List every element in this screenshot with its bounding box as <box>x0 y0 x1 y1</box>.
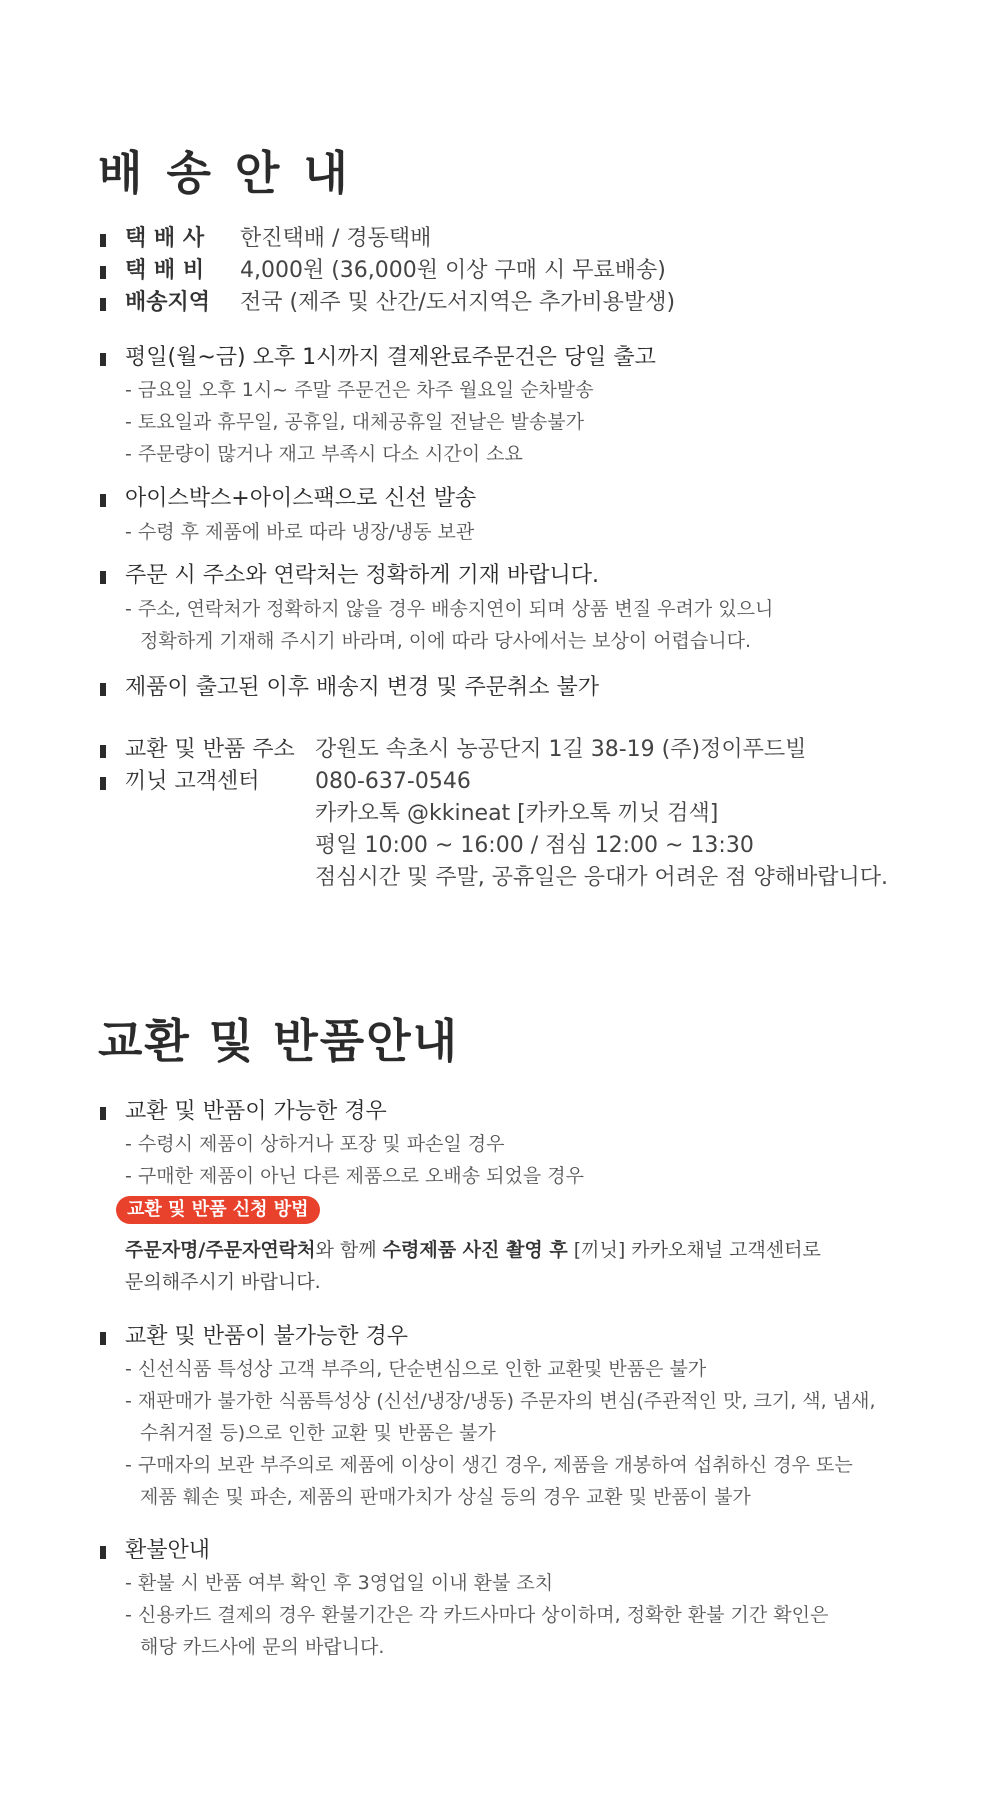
shipping-company-label: 택 배 사 <box>125 226 205 251</box>
notice-sub: - 주문량이 많거나 재고 부족시 다소 시간이 소요 <box>125 443 523 465</box>
refund-head: 환불안내 <box>125 1538 211 1563</box>
bullet-icon <box>100 1546 106 1559</box>
refund-sub: - 신용카드 결제의 경우 환불기간은 각 카드사마다 상이하며, 정확한 환불 기간 확인은 <box>125 1604 829 1626</box>
bullet-icon <box>100 777 106 790</box>
customer-center-note: 점심시간 및 주말, 공휴일은 응대가 어려운 점 양해바랍니다. <box>315 865 888 890</box>
exchange-impossible-sub-continued: 수취거절 등)으로 인한 교환 및 반품은 불가 <box>140 1422 496 1444</box>
exchange-method-bold-2: 수령제품 사진 촬영 후 <box>382 1239 568 1261</box>
exchange-method-text-2: [끼닛] 카카오채널 고객센터로 <box>567 1239 821 1261</box>
bullet-icon <box>100 494 106 507</box>
return-address-label: 교환 및 반품 주소 <box>125 737 295 762</box>
notice-sub-continued: 정확하게 기재해 주시기 바라며, 이에 따라 당사에서는 보상이 어렵습니다. <box>140 630 752 652</box>
exchange-impossible-sub: - 신선식품 특성상 고객 부주의, 단순변심으로 인한 교환및 반품은 불가 <box>125 1358 707 1380</box>
exchange-method-text <box>125 1241 821 1260</box>
notice-head: 주문 시 주소와 연락처는 정확하게 기재 바랍니다. <box>125 563 599 588</box>
bullet-icon <box>100 745 106 758</box>
customer-center-phone: 080-637-0546 <box>315 769 471 794</box>
exchange-impossible-head: 교환 및 반품이 불가능한 경우 <box>125 1324 408 1349</box>
customer-center-kakao: 카카오톡 @kkineat [카카오톡 끼닛 검색] <box>315 801 719 826</box>
exchange-method-badge: 교환 및 반품 신청 방법 <box>116 1196 320 1224</box>
notice-head: 아이스박스+아이스팩으로 신선 발송 <box>125 486 477 511</box>
shipping-company-value: 한진택배 / 경동택배 <box>240 226 432 251</box>
notice-sub: - 금요일 오후 1시~ 주말 주문건은 차주 월요일 순차발송 <box>125 379 594 401</box>
exchange-possible-sub: - 구매한 제품이 아닌 다른 제품으로 오배송 되었을 경우 <box>125 1165 584 1187</box>
exchange-section-title: 교환 및 반품안내 <box>98 1014 460 1068</box>
exchange-impossible-sub: - 재판매가 불가한 식품특성상 (신선/냉장/냉동) 주문자의 변심(주관적인 맛, 크기, 색, 냄새, <box>125 1390 876 1412</box>
return-address-value: 강원도 속초시 농공단지 1길 38-19 (주)정이푸드빌 <box>315 737 807 762</box>
customer-center-hours: 평일 10:00 ~ 16:00 / 점심 12:00 ~ 13:30 <box>315 833 754 858</box>
exchange-impossible-sub-continued: 제품 훼손 및 파손, 제품의 판매가치가 상실 등의 경우 교환 및 반품이 불가 <box>140 1486 751 1508</box>
exchange-possible-sub: - 수령시 제품이 상하거나 포장 및 파손일 경우 <box>125 1133 505 1155</box>
bullet-icon <box>100 353 106 366</box>
notice-head: 제품이 출고된 이후 배송지 변경 및 주문취소 불가 <box>125 675 599 700</box>
refund-sub-continued: 해당 카드사에 문의 바랍니다. <box>140 1636 385 1658</box>
delivery-section-title: 배 송 안 내 <box>98 146 352 200</box>
customer-center-label: 끼닛 고객센터 <box>125 769 260 794</box>
exchange-method-text-1: 와 함께 <box>315 1239 383 1261</box>
notice-sub: - 주소, 연락처가 정확하지 않을 경우 배송지연이 되며 상품 변질 우려가 있으니 <box>125 598 774 620</box>
shipping-fee-value: 4,000원 (36,000원 이상 구매 시 무료배송) <box>240 258 666 283</box>
exchange-method-line-2: 문의해주시기 바랍니다. <box>125 1271 321 1293</box>
bullet-icon <box>100 298 106 311</box>
refund-sub: - 환불 시 반품 여부 확인 후 3영업일 이내 환불 조치 <box>125 1572 554 1594</box>
notice-sub: - 수령 후 제품에 바로 따라 냉장/냉동 보관 <box>125 521 475 543</box>
exchange-impossible-sub: - 구매자의 보관 부주의로 제품에 이상이 생긴 경우, 제품을 개봉하여 섭취하신 경우 또는 <box>125 1454 853 1476</box>
shipping-fee-label: 택 배 비 <box>125 258 205 283</box>
exchange-method-bold-1: 주문자명/주문자연락처 <box>125 1239 316 1261</box>
bullet-icon <box>100 1332 106 1345</box>
bullet-icon <box>100 683 106 696</box>
bullet-icon <box>100 266 106 279</box>
bullet-icon <box>100 1107 106 1120</box>
notice-sub: - 토요일과 휴무일, 공휴일, 대체공휴일 전날은 발송불가 <box>125 411 584 433</box>
notice-head: 평일(월~금) 오후 1시까지 결제완료주문건은 당일 출고 <box>125 345 656 370</box>
bullet-icon <box>100 234 106 247</box>
shipping-region-value: 전국 (제주 및 산간/도서지역은 추가비용발생) <box>240 290 676 315</box>
bullet-icon <box>100 571 106 584</box>
shipping-region-label: 배송지역 <box>125 290 211 315</box>
exchange-possible-head: 교환 및 반품이 가능한 경우 <box>125 1099 387 1124</box>
